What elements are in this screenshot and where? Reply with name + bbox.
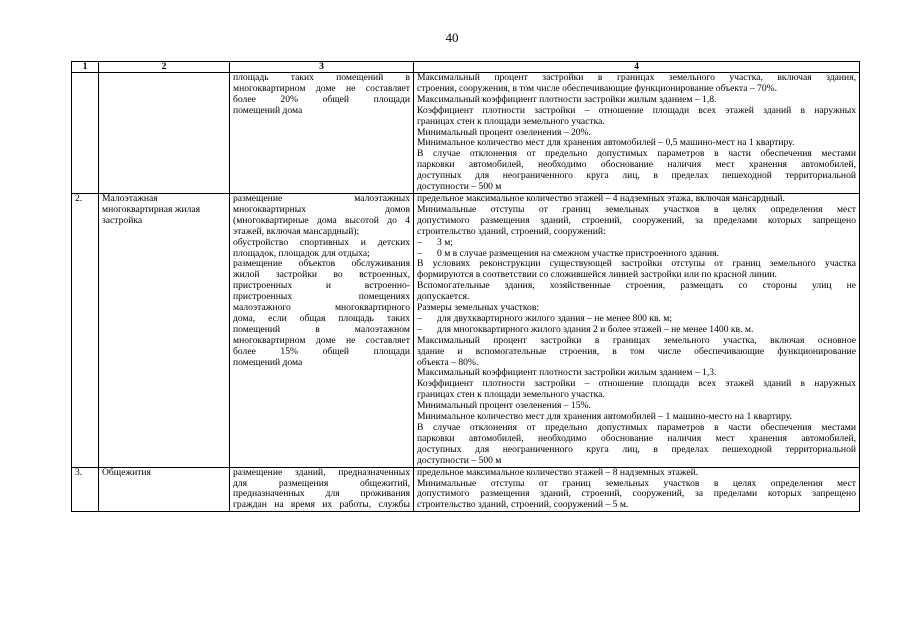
permitted-use-line: граждан на время их работы, службы — [233, 499, 410, 511]
parameter-line: В случае отклонения от предельно допустимых параметров в части обеспечения местами — [417, 148, 856, 160]
land-use-type — [99, 193, 230, 467]
permitted-use-line: размещение малоэтажных — [233, 192, 410, 204]
parameter-line: Минимальное количество мест для хранения автомобилей – 0,5 машино-мест на 1 квартиру. — [417, 137, 795, 149]
list-dash: – — [417, 236, 422, 248]
parameter-line: строительство зданий, строений, сооружений: — [417, 225, 606, 237]
table-header-row — [72, 62, 860, 73]
row-number: 2. — [72, 193, 99, 467]
parameter-line: доступных для неограниченного круга лиц, в пределах пешеходной территориальной — [417, 170, 856, 182]
parameter-line: доступности – 500 м — [417, 181, 502, 193]
permitted-use-line: (многоквартирные дома высотой до 4 — [233, 214, 410, 226]
parameter-line: Вспомогательные здания, хозяйственные строения, размещать со стороны улиц не — [417, 280, 856, 292]
permitted-use-line: жилой застройки во встроенных, — [233, 269, 410, 281]
permitted-use-description — [230, 73, 414, 194]
parameter-line: Максимальный коэффициент плотности застройки жилым зданием – 1,8. — [417, 93, 717, 105]
parameter-line: Минимальные отступы от границ земельных участков в целях определения мест — [417, 477, 856, 489]
parameter-line: границах стен к площади земельного участка. — [417, 115, 605, 127]
header-col-3: 3 — [230, 62, 414, 73]
parameter-line: Минимальное количество мест для хранения автомобилей – 1 машино-место на 1 квартиру. — [417, 411, 792, 423]
table-row — [72, 73, 860, 194]
permitted-use-line: помещений в малоэтажном — [233, 323, 410, 335]
zoning-regulations-table — [71, 61, 860, 512]
list-item-text: 0 м в случае размещения на смежном участке пристроенного здания. — [437, 247, 719, 259]
list-dash: – — [417, 247, 422, 259]
list-dash: – — [417, 323, 422, 335]
construction-parameters — [414, 73, 860, 194]
list-item-text: 3 м; — [437, 236, 453, 248]
header-col-2: 2 — [99, 62, 230, 73]
parameter-line: Размеры земельных участков: — [417, 302, 540, 314]
permitted-use-line: многоквартирном доме не составляет — [233, 334, 410, 346]
permitted-use-description — [230, 467, 414, 512]
parameter-line: Максимальный процент застройки в границах земельного участка, включая основное — [417, 334, 856, 346]
table-row — [72, 467, 860, 512]
permitted-use-line: малоэтажного многоквартирного — [233, 302, 410, 314]
permitted-use-line: обустройство спортивных и детских — [233, 236, 410, 248]
permitted-use-line: более 15% общей площади — [233, 345, 410, 357]
parameter-line: Минимальный процент озеленения – 15%. — [417, 400, 591, 412]
permitted-use-line: этажей, включая мансардный); — [233, 225, 360, 237]
parameter-line: Максимальный процент застройки в границах земельного участка, включая здания, — [417, 72, 856, 83]
permitted-use-line: предназначенных для проживания — [233, 488, 410, 500]
construction-parameters — [414, 467, 860, 512]
parameter-line: предельное максимальное количество этажей – 4 надземных этажа, включая мансардный. — [417, 192, 785, 204]
parameter-line: объекта – 80%. — [417, 356, 479, 368]
permitted-use-description — [230, 193, 414, 467]
parameter-line: допускается. — [417, 291, 470, 303]
construction-parameters — [414, 193, 860, 467]
permitted-use-line: для размещения общежитий, — [233, 477, 410, 489]
parameter-line: Максимальный коэффициент плотности застройки жилым зданием – 1,3. — [417, 367, 717, 379]
parameter-line: Коэффициент плотности застройки – отношение площади всех этажей зданий в наружных — [417, 104, 856, 116]
parameter-line: Коэффициент плотности застройки – отношение площади всех этажей зданий в наружных — [417, 378, 856, 390]
permitted-use-line: площадь таких помещений в — [233, 72, 410, 83]
permitted-use-line: многоквартирных домов — [233, 203, 410, 215]
parameter-line: предельное максимальное количество этажей – 8 надземных этажей. — [417, 466, 699, 478]
permitted-use-line: многоквартирном доме не составляет — [233, 82, 410, 94]
parameter-line: строения, сооружения, в том числе обеспечивающие функционирование объекта – 70%. — [417, 82, 778, 94]
parameter-line: здание и вспомогательные строения, в том числе обеспечивающие функционирование — [417, 345, 856, 357]
parameter-line: Минимальный процент озеленения – 20%. — [417, 126, 591, 138]
row-number — [72, 73, 99, 194]
parameter-line: В случае отклонения от предельно допустимых параметров в части обеспечения местами — [417, 422, 856, 433]
parameter-line: строительство зданий, строений, сооружений – 5 м. — [417, 499, 629, 511]
page-number: 40 — [445, 30, 459, 45]
land-use-type-line: многоквартирная жилая — [102, 203, 201, 215]
table-row — [72, 193, 860, 467]
permitted-use-line: помещений дома — [233, 356, 303, 368]
parameter-line: границах стен к площади земельного участка. — [417, 389, 605, 401]
parameter-line: формируются в соответствии со сложившейся линией застройки или по красной линии. — [417, 269, 777, 281]
list-dash: – — [417, 312, 422, 324]
list-item-text: для двухквартирного жилого здания – не менее 800 кв. м; — [437, 312, 673, 324]
land-use-type — [99, 467, 230, 512]
parameter-line: доступных для неограниченного круга лиц, в пределах пешеходной территориальной — [417, 443, 856, 455]
permitted-use-line: пристроенных помещениях — [233, 291, 410, 303]
permitted-use-line: площадок, площадок для отдыха; — [233, 247, 370, 259]
parameter-line: Минимальные отступы от границ земельных участков в целях определения мест — [417, 203, 856, 215]
permitted-use-line: дома, если общая площадь таких — [233, 312, 410, 324]
parameter-line: допустимого размещения зданий, строений, сооружений, за пределами которых запрещено — [417, 488, 856, 500]
permitted-use-line: более 20% общей площади — [233, 93, 410, 105]
list-item-text: для многоквартирного жилого здания 2 и более этажей – не менее 1400 кв. м. — [437, 323, 754, 335]
permitted-use-line: размещение объектов обслуживания — [233, 258, 410, 270]
land-use-type-line: застройка — [102, 214, 143, 226]
header-col-4: 4 — [414, 62, 860, 73]
header-col-1: 1 — [72, 62, 99, 73]
parameter-line: допустимого размещения зданий, строений, сооружений, за пределами которых запрещено — [417, 214, 856, 226]
land-use-type — [99, 73, 230, 194]
permitted-use-line: помещений дома — [233, 104, 303, 116]
permitted-use-line: размещение зданий, предназначенных — [233, 466, 410, 478]
parameter-line: парковки автомобилей, необходимо обоснование наличия мест хранения автомобилей, — [417, 159, 856, 171]
land-use-type-line: Малоэтажная — [102, 192, 158, 204]
parameter-line: доступности – 500 м — [417, 454, 502, 466]
parameter-line: В условиях реконструкции существующей застройки отступы от границ земельного участка — [417, 258, 856, 270]
permitted-use-line: пристроенных и встроенно- — [233, 280, 410, 292]
row-number: 3. — [72, 467, 99, 512]
parameter-line: парковки автомобилей, необходимо обоснование наличия мест хранения автомобилей, — [417, 432, 856, 444]
land-use-type-line: Общежития — [102, 466, 151, 478]
